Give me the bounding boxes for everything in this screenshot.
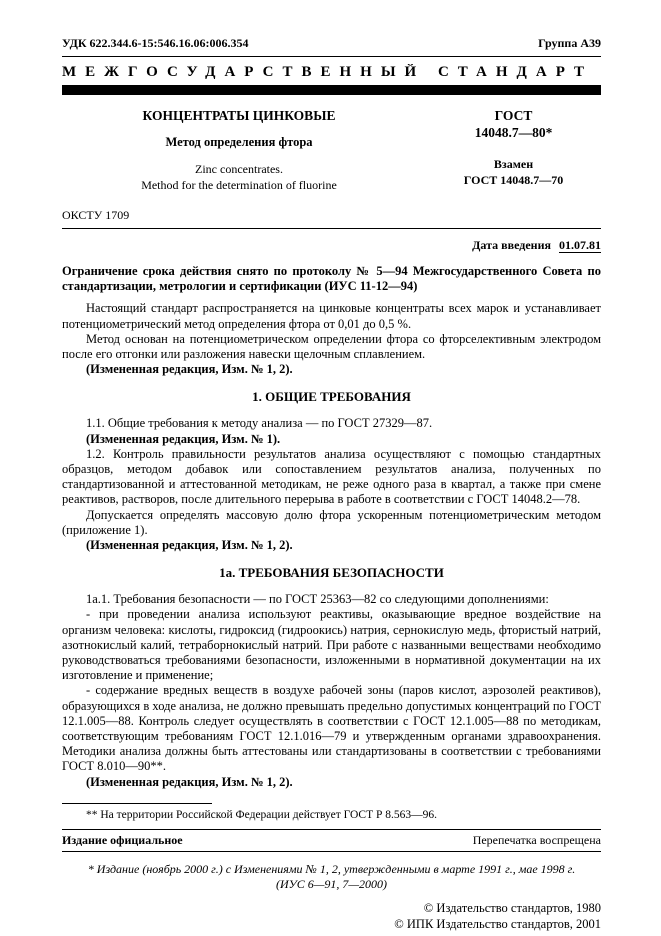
footnote-separator <box>62 803 212 804</box>
edition-note-line2: (ИУС 6—91, 7—2000) <box>275 876 388 891</box>
validity-notice: Ограничение срока действия снято по протоколу № 5—94 Межгосударственного Совета по стандартизации, метрологии и сертификации (ИУС 11-12—94) <box>62 264 601 294</box>
paragraph-1a-1: 1а.1. Требования безопасности — по ГОСТ 25363—82 со следующими дополнениями: <box>86 592 549 607</box>
effective-date-value: 01.07.81 <box>559 238 601 252</box>
okstu-code: ОКСТУ 1709 <box>62 208 130 222</box>
gost-label: ГОСТ <box>494 108 533 123</box>
section-1-heading: 1. ОБЩИЕ ТРЕБОВАНИЯ <box>252 389 411 405</box>
edition-note <box>62 862 601 892</box>
copyright-line2: © ИПК Издательство стандартов, 2001 <box>394 916 601 931</box>
copyright-block <box>62 900 601 932</box>
replaces-number: ГОСТ 14048.7—70 <box>463 173 564 187</box>
paragraph-method: Метод основан на потенциометрическом определении фтора со фторселективным электродом после его отгонки или разложения навески щелочным сплавлением. <box>62 331 601 362</box>
reprint-prohibited-label: Перепечатка воспрещена <box>472 832 601 847</box>
footer-top-rule <box>62 829 601 830</box>
document-subtitle: Метод определения фтора <box>165 135 313 149</box>
title-english-line1: Zinc concentrates. <box>195 162 283 176</box>
amendment-note-1a: (Измененная редакция, Изм. № 1, 2). <box>86 774 293 789</box>
section-1a-heading: 1а. ТРЕБОВАНИЯ БЕЗОПАСНОСТИ <box>219 565 444 581</box>
paragraph-1-2: 1.2. Контроль правильности результатов анализа осуществляют с помощью стандартных образцов, методом добавок или сопоставлением результатов анализа, полученных по стандартизованной и аттестованной методикам, не реже одного раза в квартал, а также при смене реактивов, растворов, после длительного перерыва в работе в соответствии с ГОСТ 14048.2—78. <box>62 446 601 507</box>
official-edition-label: Издание официальное <box>62 832 183 847</box>
title-left-column <box>62 108 426 193</box>
footer-official-row <box>62 833 601 851</box>
paragraph-1a-air: - содержание вредных веществ в воздухе рабочей зоны (паров кислот, аэрозолей реактивов), образующихся в ходе анализа, не должно превышать предельно допустимых концентраций по ГОСТ 12.1.005—88. Контроль следует осуществлять в соответствии с ГОСТ 12.1.005—88 по методикам, соответствующим требованиям ГОСТ 12.1.016—79 и утвержденным органами здравоохранения. Методики анализа должны быть аттестованы или стандартизованы в соответствии с требованиями ГОСТ 8.010—90**. <box>62 683 601 774</box>
paragraph-1-2b: Допускается определять массовую долю фтора ускоренным потенциометрическим методом (приложение 1). <box>62 507 601 537</box>
footnote-text: ** На территории Российской Федерации действует ГОСТ Р 8.563—96. <box>86 808 438 821</box>
title-english-line2: Method for the determination of fluorine <box>141 178 337 192</box>
gost-number: 14048.7—80* <box>474 125 553 140</box>
copyright-line1: © Издательство стандартов, 1980 <box>423 900 601 915</box>
okstu-divider <box>62 228 601 229</box>
title-right-column <box>426 108 601 193</box>
standard-kind-heading: МЕЖГОСУДАРСТВЕННЫЙ СТАНДАРТ <box>62 64 594 80</box>
thick-rule <box>62 85 601 95</box>
group-code: Группа А39 <box>538 36 601 50</box>
amendment-note-1-2: (Измененная редакция, Изм. № 1, 2). <box>86 538 293 553</box>
top-divider <box>62 56 601 57</box>
amendment-note-1-1: (Измененная редакция, Изм. № 1). <box>86 431 281 446</box>
paragraph-scope: Настоящий стандарт распространяется на цинковые концентраты всех марок и устанавливает потенциометрический метод определения фтора от 0,01 до 0,5 %. <box>62 301 601 331</box>
effective-date-label: Дата введения <box>472 238 551 252</box>
replaces-label: Взамен <box>493 157 534 171</box>
paragraph-1a-reagents: - при проведении анализа используют реактивы, оказывающие вредное воздействие на организм человека: кислоты, гидроксид (гидроокись) натрия, сернокислую медь, фтористый натрий, азотнокислый калий, тетраборнокислый натрий. При работе с названными веществами необходимо руководствоваться требованиями безопасности, изложенными в нормативной документации на их изготовление и применение; <box>62 607 601 683</box>
top-header-row <box>62 36 601 51</box>
amendment-note-intro: (Измененная редакция, Изм. № 1, 2). <box>86 362 293 377</box>
edition-note-line1: * Издание (ноябрь 2000 г.) с Изменениями № 1, 2, утвержденными в марте 1991 г., мае 1998 г. <box>87 861 576 876</box>
title-block <box>62 108 601 193</box>
footer-bottom-rule <box>62 851 601 852</box>
effective-date-row <box>62 238 601 253</box>
document-title: КОНЦЕНТРАТЫ ЦИНКОВЫЕ <box>142 108 336 123</box>
paragraph-1-1: 1.1. Общие требования к методу анализа — по ГОСТ 27329—87. <box>86 416 433 431</box>
udk-code: УДК 622.344.6-15:546.16.06:006.354 <box>62 36 249 50</box>
